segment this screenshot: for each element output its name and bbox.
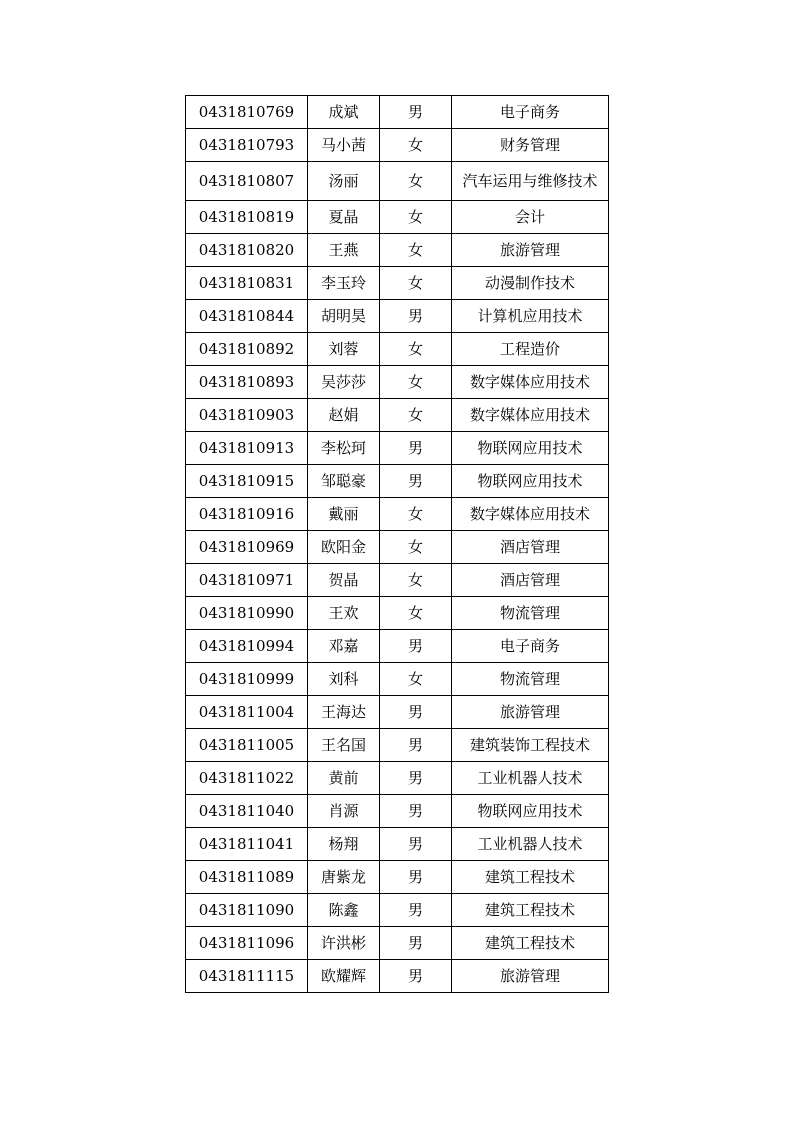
table-row <box>186 597 609 630</box>
table-row <box>186 234 609 267</box>
student-major-cell: 计算机应用技术 <box>452 300 609 333</box>
student-gender-cell: 男 <box>380 300 452 333</box>
student-id-cell: 0431811041 <box>186 828 308 861</box>
student-table <box>185 95 609 993</box>
table-row <box>186 762 609 795</box>
student-name-cell: 王海达 <box>308 696 380 729</box>
student-gender-cell: 男 <box>380 894 452 927</box>
student-id-cell: 0431810915 <box>186 465 308 498</box>
student-id-cell: 0431811090 <box>186 894 308 927</box>
student-name-cell: 陈鑫 <box>308 894 380 927</box>
student-name-cell: 黄前 <box>308 762 380 795</box>
student-gender-cell: 女 <box>380 366 452 399</box>
student-major-cell: 建筑工程技术 <box>452 861 609 894</box>
table-row <box>186 366 609 399</box>
student-table-body <box>186 96 609 993</box>
student-major-cell: 电子商务 <box>452 630 609 663</box>
student-name-cell: 马小茜 <box>308 129 380 162</box>
student-major-cell: 物流管理 <box>452 663 609 696</box>
student-name-cell: 王欢 <box>308 597 380 630</box>
table-row <box>186 663 609 696</box>
student-gender-cell: 男 <box>380 630 452 663</box>
student-gender-cell: 女 <box>380 201 452 234</box>
table-row <box>186 201 609 234</box>
student-id-cell: 0431810844 <box>186 300 308 333</box>
student-name-cell: 欧阳金 <box>308 531 380 564</box>
table-row <box>186 795 609 828</box>
student-id-cell: 0431810820 <box>186 234 308 267</box>
table-row <box>186 498 609 531</box>
student-id-cell: 0431811005 <box>186 729 308 762</box>
student-major-cell: 旅游管理 <box>452 696 609 729</box>
student-name-cell: 邹聪豪 <box>308 465 380 498</box>
student-name-cell: 杨翔 <box>308 828 380 861</box>
student-name-cell: 赵娟 <box>308 399 380 432</box>
student-name-cell: 夏晶 <box>308 201 380 234</box>
student-gender-cell: 男 <box>380 432 452 465</box>
student-name-cell: 唐紫龙 <box>308 861 380 894</box>
student-gender-cell: 女 <box>380 597 452 630</box>
student-id-cell: 0431810990 <box>186 597 308 630</box>
student-major-cell: 旅游管理 <box>452 234 609 267</box>
student-gender-cell: 男 <box>380 861 452 894</box>
student-gender-cell: 女 <box>380 162 452 201</box>
student-major-cell: 物联网应用技术 <box>452 795 609 828</box>
student-major-cell: 物联网应用技术 <box>452 432 609 465</box>
student-id-cell: 0431811115 <box>186 960 308 993</box>
student-id-cell: 0431811089 <box>186 861 308 894</box>
student-id-cell: 0431810971 <box>186 564 308 597</box>
student-name-cell: 刘蓉 <box>308 333 380 366</box>
student-name-cell: 贺晶 <box>308 564 380 597</box>
student-id-cell: 0431810793 <box>186 129 308 162</box>
student-gender-cell: 男 <box>380 762 452 795</box>
table-row <box>186 162 609 201</box>
student-major-cell: 动漫制作技术 <box>452 267 609 300</box>
student-name-cell: 王燕 <box>308 234 380 267</box>
table-row <box>186 630 609 663</box>
student-name-cell: 许洪彬 <box>308 927 380 960</box>
student-id-cell: 0431810969 <box>186 531 308 564</box>
student-name-cell: 邓嘉 <box>308 630 380 663</box>
student-id-cell: 0431811004 <box>186 696 308 729</box>
student-id-cell: 0431810807 <box>186 162 308 201</box>
student-major-cell: 酒店管理 <box>452 564 609 597</box>
student-id-cell: 0431811040 <box>186 795 308 828</box>
student-gender-cell: 女 <box>380 531 452 564</box>
table-row <box>186 96 609 129</box>
student-id-cell: 0431810913 <box>186 432 308 465</box>
student-gender-cell: 女 <box>380 564 452 597</box>
student-id-cell: 0431810916 <box>186 498 308 531</box>
student-gender-cell: 男 <box>380 729 452 762</box>
student-gender-cell: 女 <box>380 399 452 432</box>
student-id-cell: 0431810903 <box>186 399 308 432</box>
table-row <box>186 564 609 597</box>
table-row <box>186 333 609 366</box>
student-major-cell: 工程造价 <box>452 333 609 366</box>
student-name-cell: 吴莎莎 <box>308 366 380 399</box>
student-major-cell: 建筑装饰工程技术 <box>452 729 609 762</box>
student-gender-cell: 女 <box>380 663 452 696</box>
student-major-cell: 工业机器人技术 <box>452 762 609 795</box>
student-major-cell: 电子商务 <box>452 96 609 129</box>
table-row <box>186 861 609 894</box>
student-id-cell: 0431810893 <box>186 366 308 399</box>
student-major-cell: 物联网应用技术 <box>452 465 609 498</box>
student-gender-cell: 男 <box>380 927 452 960</box>
table-row <box>186 267 609 300</box>
student-id-cell: 0431810994 <box>186 630 308 663</box>
student-id-cell: 0431811022 <box>186 762 308 795</box>
student-name-cell: 戴丽 <box>308 498 380 531</box>
student-gender-cell: 女 <box>380 234 452 267</box>
table-row <box>186 300 609 333</box>
student-gender-cell: 女 <box>380 267 452 300</box>
student-name-cell: 刘科 <box>308 663 380 696</box>
student-major-cell: 建筑工程技术 <box>452 894 609 927</box>
student-gender-cell: 女 <box>380 498 452 531</box>
student-major-cell: 数字媒体应用技术 <box>452 399 609 432</box>
student-name-cell: 欧耀辉 <box>308 960 380 993</box>
student-id-cell: 0431811096 <box>186 927 308 960</box>
student-major-cell: 财务管理 <box>452 129 609 162</box>
student-name-cell: 成斌 <box>308 96 380 129</box>
table-row <box>186 129 609 162</box>
student-major-cell: 物流管理 <box>452 597 609 630</box>
student-name-cell: 王名国 <box>308 729 380 762</box>
student-gender-cell: 女 <box>380 333 452 366</box>
table-row <box>186 696 609 729</box>
student-name-cell: 胡明昊 <box>308 300 380 333</box>
table-row <box>186 960 609 993</box>
student-major-cell: 数字媒体应用技术 <box>452 366 609 399</box>
student-gender-cell: 男 <box>380 960 452 993</box>
table-row <box>186 432 609 465</box>
table-row <box>186 399 609 432</box>
student-gender-cell: 男 <box>380 96 452 129</box>
student-major-cell: 建筑工程技术 <box>452 927 609 960</box>
table-row <box>186 531 609 564</box>
student-id-cell: 0431810892 <box>186 333 308 366</box>
student-gender-cell: 男 <box>380 795 452 828</box>
student-major-cell: 工业机器人技术 <box>452 828 609 861</box>
student-gender-cell: 男 <box>380 465 452 498</box>
student-id-cell: 0431810819 <box>186 201 308 234</box>
student-gender-cell: 女 <box>380 129 452 162</box>
table-row <box>186 828 609 861</box>
student-gender-cell: 男 <box>380 696 452 729</box>
table-row <box>186 465 609 498</box>
student-id-cell: 0431810999 <box>186 663 308 696</box>
student-major-cell: 数字媒体应用技术 <box>452 498 609 531</box>
table-row <box>186 927 609 960</box>
table-row <box>186 729 609 762</box>
student-major-cell: 旅游管理 <box>452 960 609 993</box>
student-name-cell: 肖源 <box>308 795 380 828</box>
student-major-cell: 会计 <box>452 201 609 234</box>
student-major-cell: 酒店管理 <box>452 531 609 564</box>
student-id-cell: 0431810769 <box>186 96 308 129</box>
student-name-cell: 李玉玲 <box>308 267 380 300</box>
student-name-cell: 汤丽 <box>308 162 380 201</box>
table-row <box>186 894 609 927</box>
student-name-cell: 李松珂 <box>308 432 380 465</box>
student-id-cell: 0431810831 <box>186 267 308 300</box>
student-gender-cell: 男 <box>380 828 452 861</box>
student-major-cell: 汽车运用与维修技术 <box>452 162 609 201</box>
